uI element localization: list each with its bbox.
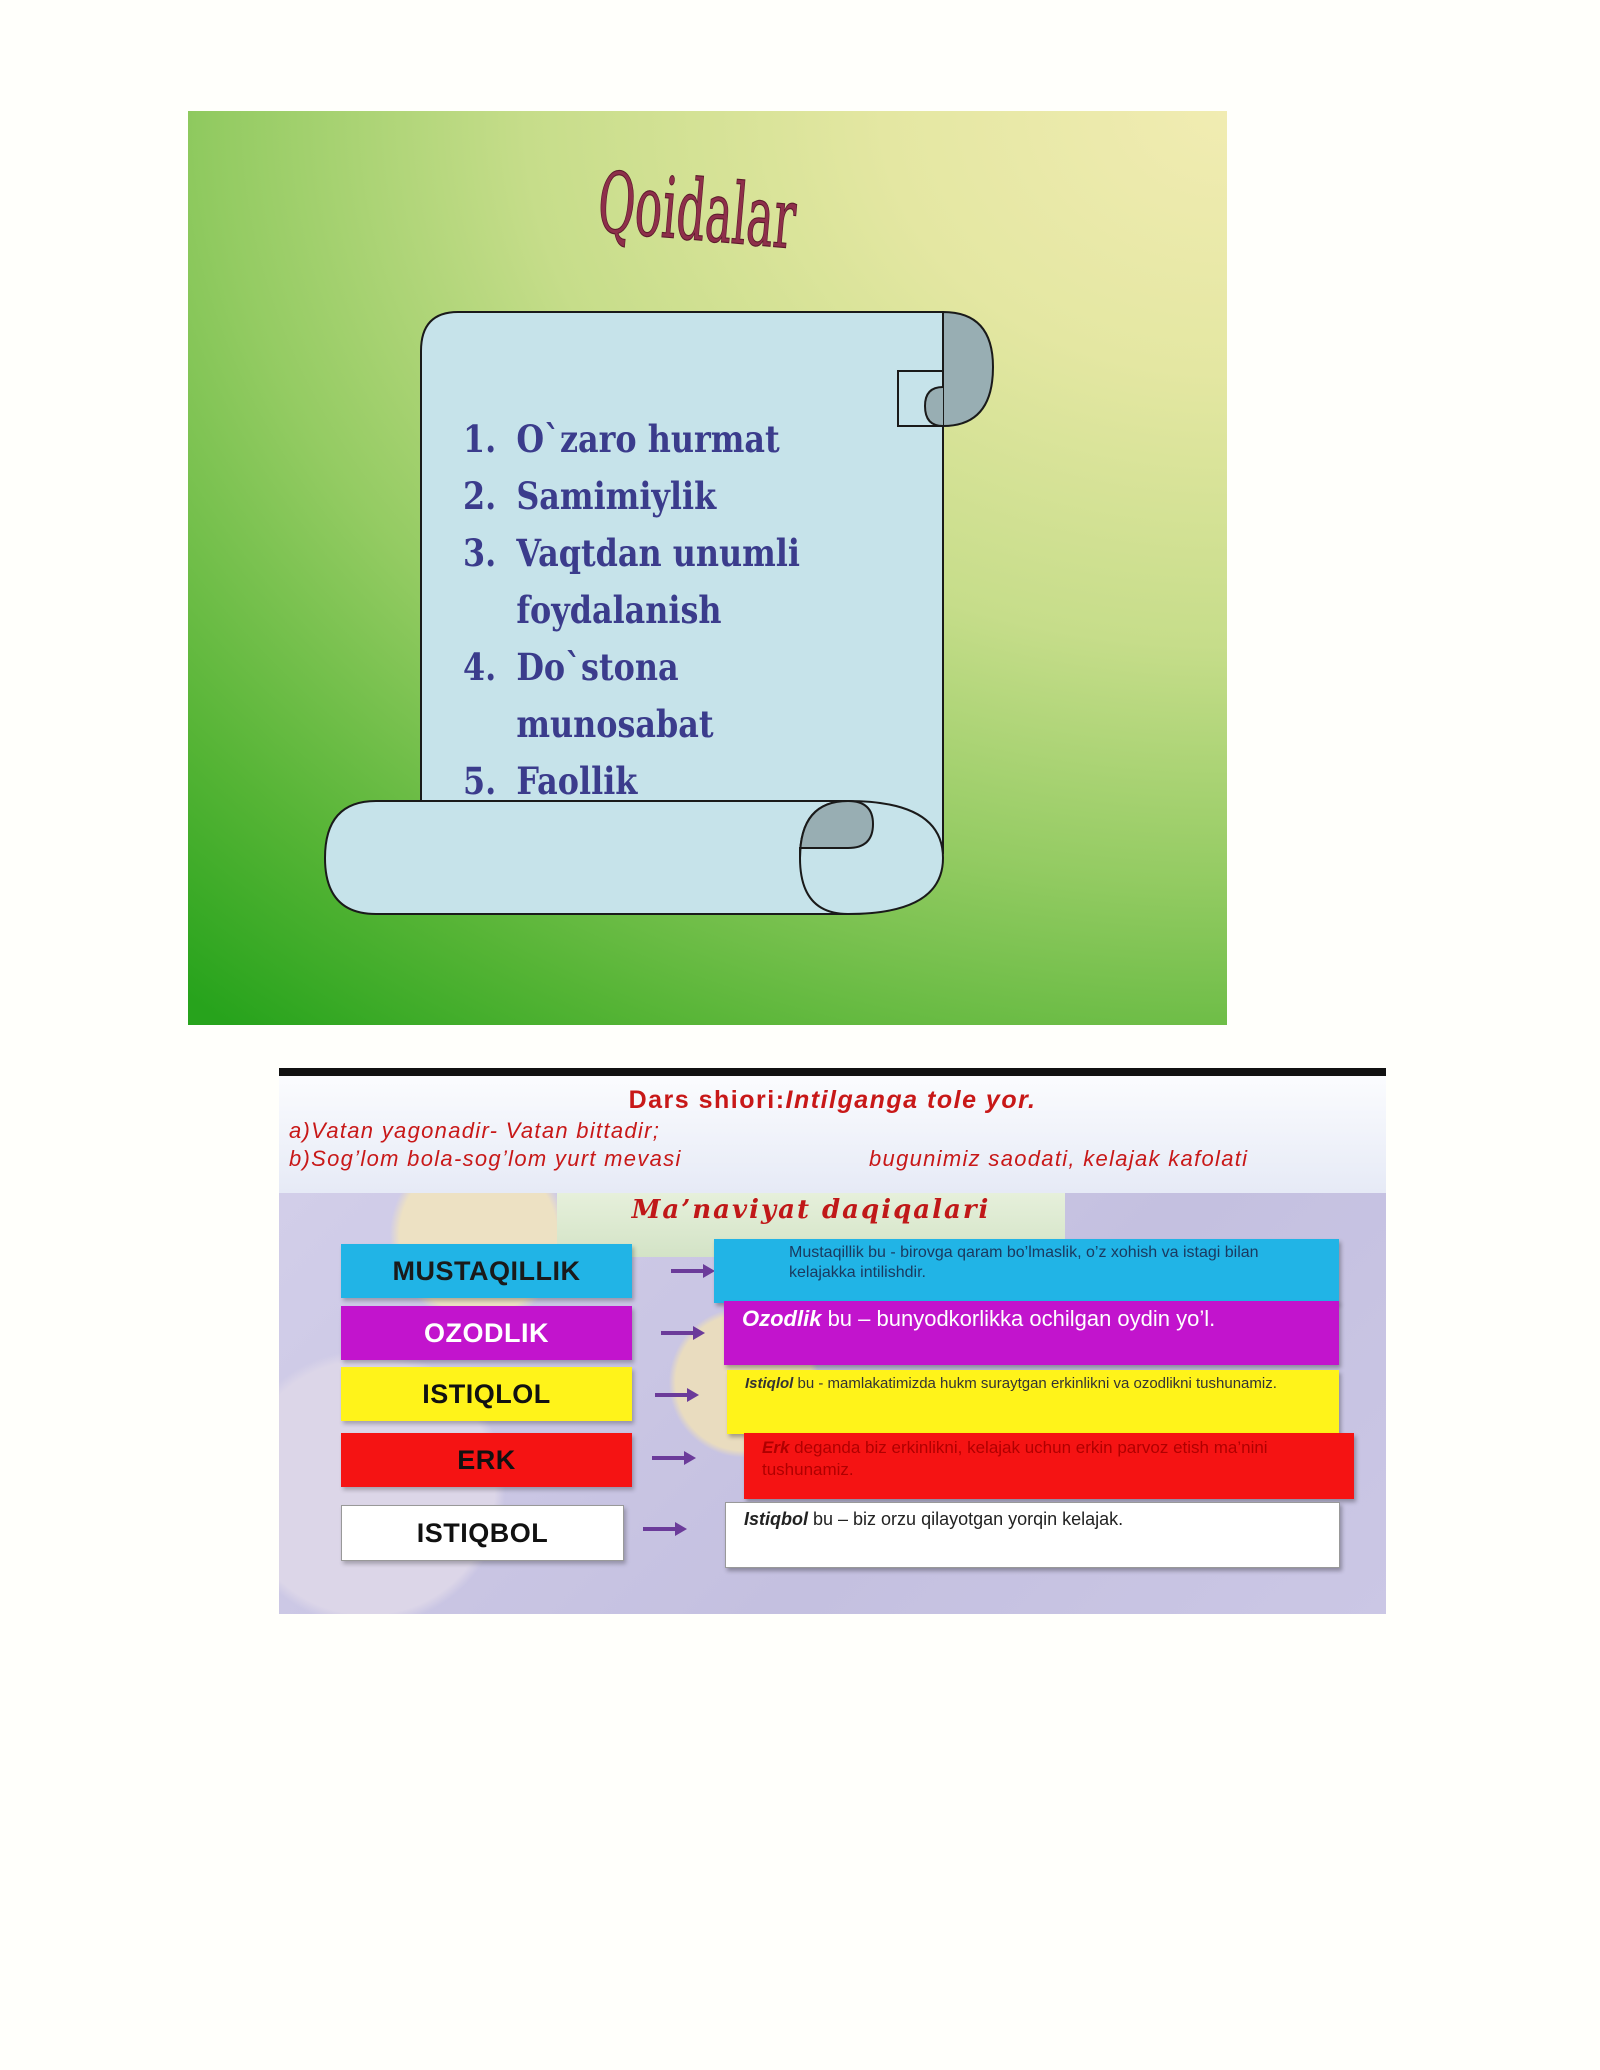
definition-box-istiqbol: [725, 1502, 1340, 1568]
arrow-right-icon: [652, 1451, 696, 1465]
rule-text: O`zaro hurmat: [516, 417, 780, 461]
rule-text: Vaqtdan unumli foydalanish: [516, 531, 800, 632]
value-label-mustaqillik: MUSTAQILLIK: [341, 1244, 632, 1298]
slide-header: [279, 1076, 1386, 1193]
rule-number: 1.: [463, 417, 497, 461]
value-label-erk: ERK: [341, 1433, 632, 1487]
definition-term: Ozodlik: [742, 1306, 822, 1331]
slide-body: [279, 1193, 1386, 1614]
rule-number: 2.: [463, 474, 497, 518]
definition-text: bu – biz orzu qilayotgan yorqin kelajak.: [808, 1509, 1124, 1529]
motto-b: b)Sog’lom bola-sog’lom yurt mevasi: [289, 1146, 682, 1171]
title-prefix: Dars shiori:: [628, 1086, 786, 1114]
rule-item: [463, 411, 859, 468]
rule-number: 5.: [463, 759, 497, 803]
rule-text: Do`stona munosabat: [516, 645, 714, 746]
rule-item: [463, 639, 859, 753]
definition-box-erk: [744, 1433, 1354, 1499]
slide-qoidalar: [188, 111, 1227, 1025]
arrow-right-icon: [655, 1388, 699, 1402]
slide-title: [279, 1086, 1386, 1115]
section-title: Ma’naviyat daqiqalari: [631, 1195, 991, 1225]
definition-box-mustaqillik: [714, 1239, 1339, 1303]
definition-term: Istiqlol: [745, 1375, 794, 1392]
arrow-right-icon: [643, 1522, 687, 1536]
definition-text: bu - mamlakatimizda hukm suraytgan erkinlikni va ozodlikni tushunamiz.: [793, 1375, 1277, 1392]
definition-text: Mustaqillik bu - birovga qaram bo’lmaslik, o’z xohish va istagi bilan kelajakka intilishdir.: [789, 1244, 1259, 1281]
motto-a: a)Vatan yagonadir- Vatan bittadir;: [289, 1118, 661, 1143]
value-label-istiqlol: ISTIQLOL: [341, 1367, 632, 1421]
title-motto: Intilganga tole yor.: [785, 1086, 1037, 1114]
arrow-right-icon: [671, 1264, 715, 1278]
rules-list: [463, 411, 859, 810]
rule-item: [463, 525, 859, 639]
definition-text: deganda biz erkinlikni, kelajak uchun erkin parvoz etish ma’nini tushunamiz.: [762, 1438, 1268, 1479]
definition-term: Istiqbol: [744, 1509, 808, 1529]
definition-box-istiqlol: [727, 1370, 1339, 1434]
arrow-right-icon: [661, 1326, 705, 1340]
value-label-ozodlik: OZODLIK: [341, 1306, 632, 1360]
definition-term: Erk: [762, 1438, 790, 1457]
definition-box-ozodlik: [724, 1301, 1339, 1365]
value-label-istiqbol: ISTIQBOL: [341, 1505, 624, 1561]
rule-item: [463, 468, 859, 525]
rule-number: 4.: [463, 645, 497, 689]
rule-text: Faollik: [516, 759, 638, 803]
rule-number: 3.: [463, 531, 497, 575]
motto-b-tail: bugunimiz saodati, kelajak kafolati: [869, 1146, 1249, 1171]
rule-item: [463, 753, 859, 810]
rule-text: Samimiylik: [516, 474, 717, 518]
slide-dars-shiori: [279, 1068, 1386, 1614]
definition-text: bu – bunyodkorlikka ochilgan oydin yo’l.: [821, 1306, 1216, 1331]
slide-title: Qoidalar: [594, 152, 800, 269]
